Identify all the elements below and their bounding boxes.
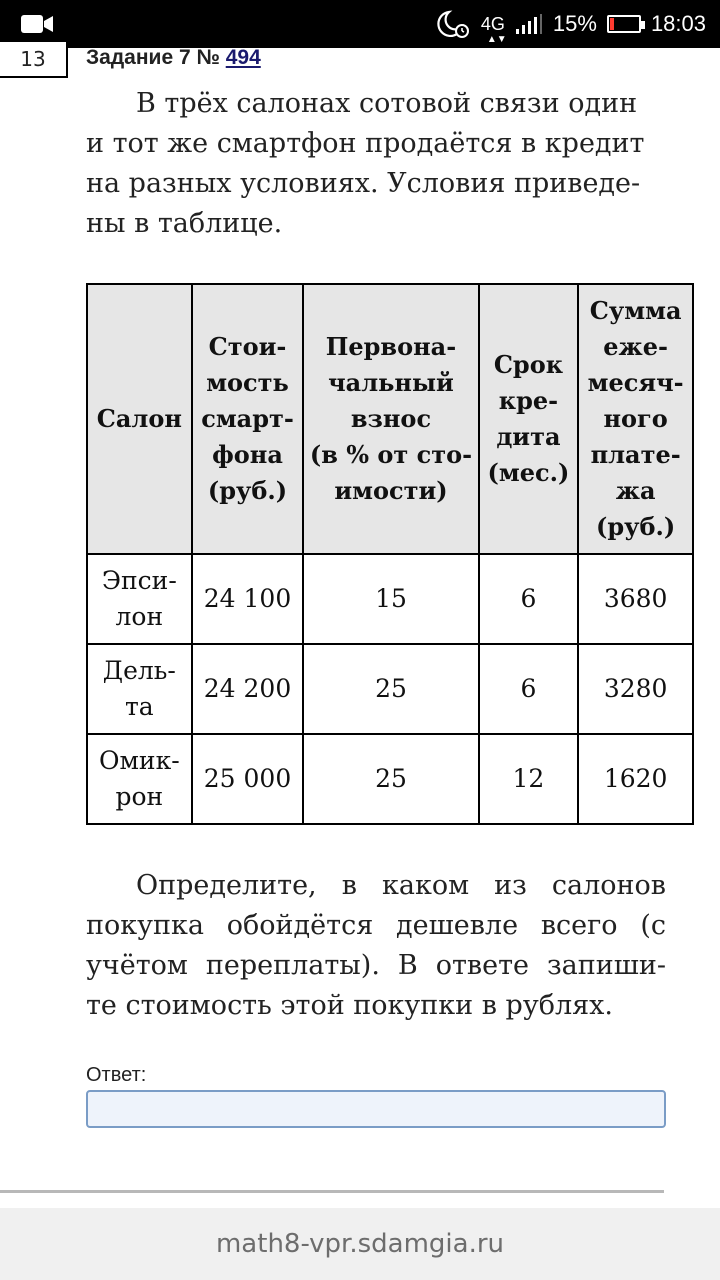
status-bar — [0, 0, 720, 48]
cell-salon: Омик- рон — [87, 734, 192, 824]
cell-monthly-payment: 1620 — [578, 734, 693, 824]
signal-icon — [515, 13, 543, 35]
network-4g-icon: 4G ▲▼ — [480, 14, 507, 45]
cell-price: 24 200 — [192, 644, 304, 734]
battery-percent: 15% — [552, 11, 597, 36]
battery-icon — [607, 15, 641, 33]
task-title-prefix: Задание 7 № — [86, 46, 220, 69]
video-camera-icon — [20, 12, 54, 36]
task-title — [86, 46, 261, 70]
cell-down-payment: 25 — [303, 734, 478, 824]
network-label: 4G — [480, 14, 505, 34]
battery-fill — [610, 18, 614, 30]
table-row — [87, 734, 693, 824]
cell-down-payment: 15 — [303, 554, 478, 644]
cell-term: 12 — [479, 734, 579, 824]
site-url: math8-vpr.sdamgia.ru — [215, 1229, 505, 1259]
clock: 18:03 — [650, 11, 706, 36]
table-header-row — [87, 284, 693, 554]
cell-monthly-payment: 3680 — [578, 554, 693, 644]
intro-line: В трёх салонах сотовой связи один — [136, 88, 638, 119]
cell-monthly-payment: 3280 — [578, 644, 693, 734]
cell-price: 24 100 — [192, 554, 304, 644]
intro-line: ны в таблице. — [86, 208, 283, 239]
cell-term: 6 — [479, 554, 579, 644]
header-salon: Салон — [87, 284, 192, 554]
question-line: учётом переплаты). В ответе запиши- — [86, 950, 666, 981]
cell-down-payment: 25 — [303, 644, 478, 734]
url-bar[interactable] — [0, 1208, 720, 1280]
question-line: покупка обойдётся дешевле всего (с — [86, 910, 666, 941]
table-row — [87, 554, 693, 644]
header-monthly-payment: Сумма еже- месяч- ного плате- жа (руб.) — [578, 284, 693, 554]
header-down-payment: Первона- чальный взнос (в % от сто- имости) — [303, 284, 478, 554]
question-paragraph — [86, 866, 666, 1026]
cell-salon: Дель- та — [87, 644, 192, 734]
cell-salon: Эпси- лон — [87, 554, 192, 644]
intro-line: на разных условиях. Условия приведе- — [86, 168, 641, 199]
cell-term: 6 — [479, 644, 579, 734]
task-id-link[interactable]: 494 — [225, 46, 261, 69]
question-line: Определите, в каком из салонов — [136, 870, 666, 901]
header-term: Срок кре- дита (мес.) — [479, 284, 579, 554]
question-line: те стоимость этой покупки в рублях. — [86, 990, 613, 1021]
moon-alarm-icon — [435, 9, 471, 39]
header-price: Стои- мость смарт- фона (руб.) — [192, 284, 304, 554]
intro-line: и тот же смартфон продаётся в кредит — [86, 128, 645, 159]
table-row — [87, 644, 693, 734]
credit-conditions-table — [86, 283, 694, 825]
task-number: 13 — [0, 40, 68, 78]
answer-input[interactable] — [86, 1090, 666, 1128]
divider — [0, 1190, 664, 1193]
intro-paragraph — [86, 84, 666, 244]
cell-price: 25 000 — [192, 734, 304, 824]
answer-label: Ответ: — [86, 1064, 147, 1086]
